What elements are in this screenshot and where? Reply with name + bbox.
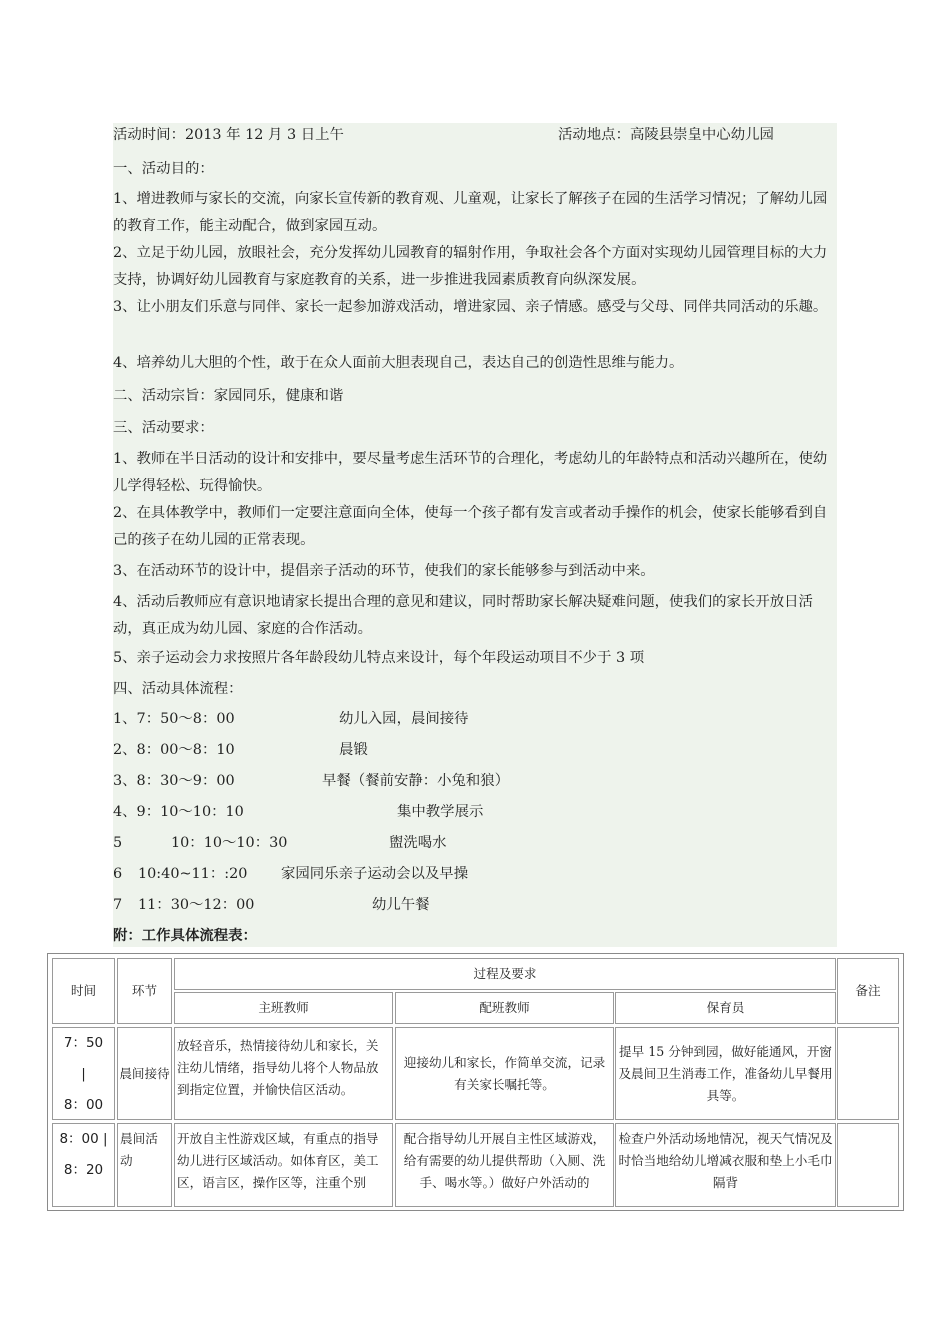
row-assist-teacher: 迎接幼儿和家长，作简单交流，记录有关家长嘱托等。	[403, 1054, 606, 1092]
activity-place: 活动地点：高陵县崇皇中心幼儿园	[558, 127, 774, 143]
workflow-table	[47, 953, 904, 1211]
time-start: 7：50	[63, 1035, 104, 1051]
flow-number: 5	[113, 835, 123, 851]
row-note	[837, 1027, 899, 1120]
header-assist-teacher: 配班教师	[395, 992, 614, 1024]
header-time: 时间	[52, 958, 115, 1024]
row-assist-teacher: 配合指导幼儿开展自主性区域游戏，给有需要的幼儿提供帮助（入厕、洗手、喝水等。）做好户外活动的	[395, 1123, 614, 1207]
activity-time: 活动时间：2013 年 12 月 3 日上午	[113, 127, 344, 143]
requirement-item-5: 5、亲子运动会力求按照片各年龄段幼儿特点来设计，每个年段运动项目不少于 3 项	[113, 650, 645, 666]
row-time	[52, 1123, 115, 1207]
time-separator: |	[81, 1066, 86, 1082]
header-process: 过程及要求	[174, 958, 836, 990]
flow-time: 1、7：50～8：00	[113, 711, 235, 727]
flow-time: 10：10～10：30	[171, 835, 288, 851]
flow-number: 6	[113, 866, 123, 882]
flow-activity: 家园同乐亲子运动会以及早操	[281, 866, 469, 882]
time-end: 8：00	[63, 1097, 104, 1113]
row-nurse: 提早 15 分钟到园，做好能通风，开窗及晨间卫生消毒工作，准备幼儿早餐用具等。	[618, 1043, 833, 1103]
flow-activity: 幼儿午餐	[372, 897, 430, 913]
row-note	[837, 1123, 899, 1207]
flow-time: 3、8：30～9：00	[113, 773, 235, 789]
flow-activity: 盥洗喝水	[389, 835, 447, 851]
purpose-item-4: 4、培养幼儿大胆的个性，敢于在众人面前大胆表现自己，表达自己的创造性思维与能力。	[113, 355, 684, 371]
requirement-item-1: 1、教师在半日活动的设计和安排中，要尽量考虑生活环节的合理化，考虑幼儿的年龄特点和活动兴趣所在，使幼儿学得轻松、玩得愉快。	[113, 451, 828, 494]
row-main-teacher: 放轻音乐，热情接待幼儿和家长，关注幼儿情绪，指导幼儿将个人物品放到指定位置，并愉快信区活动。	[174, 1027, 393, 1120]
header-main-teacher: 主班教师	[174, 992, 393, 1024]
row-time	[52, 1027, 115, 1120]
row-nurse-cell	[615, 1027, 836, 1120]
flow-time: 2、8：00～8：10	[113, 742, 235, 758]
row-stage: 晨间接待	[117, 1027, 172, 1120]
purpose-item-2: 2、立足于幼儿园，放眼社会，充分发挥幼儿园教育的辐射作用，争取社会各个方面对实现幼儿园管理目标的大力支持，协调好幼儿园教育与家庭教育的关系，进一步推进我园素质教育向纵深发展。	[113, 245, 828, 288]
flow-time: 10:40~11：:20	[138, 866, 248, 882]
purpose-item-1: 1、增进教师与家长的交流，向家长宣传新的教育观、儿童观，让家长了解孩子在园的生活学习情况；了解幼儿园的教育工作，能主动配合，做到家园互动。	[113, 191, 828, 234]
row-main-teacher: 开放自主性游戏区域，有重点的指导幼儿进行区域活动。如体育区，美工区，语言区，操作区等，注重个别	[174, 1123, 393, 1207]
header-stage: 环节	[117, 958, 172, 1024]
flow-time: 4、9：10～10：10	[113, 804, 244, 820]
row-nurse: 检查户外活动场地情况，视天气情况及时恰当地给幼儿增减衣服和垫上小毛巾隔背	[615, 1123, 836, 1207]
requirement-item-4: 4、活动后教师应有意识地请家长提出合理的意见和建议，同时帮助家长解决疑难问题，使我们的家长开放日活动，真正成为幼儿园、家庭的合作活动。	[113, 594, 813, 637]
activity-theme: 二、活动宗旨：家园同乐，健康和谐	[113, 388, 344, 404]
requirement-item-3: 3、在活动环节的设计中，提倡亲子活动的环节，使我们的家长能够参与到活动中来。	[113, 563, 655, 579]
appendix-title: 附：工作具体流程表：	[113, 927, 257, 944]
time-end: 8：20	[63, 1162, 104, 1178]
time-start: 8：00 |	[59, 1131, 108, 1147]
purpose-item-3: 3、让小朋友们乐意与同伴、家长一起参加游戏活动，增进家园、亲子情感。感受与父母、同伴共同活动的乐趣。	[113, 299, 828, 315]
row-assist-teacher-cell	[395, 1027, 614, 1120]
row-stage: 晨间活动	[117, 1123, 172, 1207]
requirement-item-2: 2、在具体教学中，教师们一定要注意面向全体，使每一个孩子都有发言或者动手操作的机会，使家长能够看到自己的孩子在幼儿园的正常表现。	[113, 505, 828, 548]
flow-activity: 集中教学展示	[397, 804, 484, 820]
flow-activity: 幼儿入园，晨间接待	[339, 711, 469, 727]
flow-time: 11：30～12：00	[138, 897, 255, 913]
flow-activity: 晨锻	[339, 742, 368, 758]
flow-number: 7	[113, 897, 123, 913]
purpose-title: 一、活动目的：	[113, 161, 214, 177]
header-note: 备注	[837, 958, 899, 1024]
document-body	[113, 123, 837, 947]
flow-activity: 早餐（餐前安静：小兔和狼）	[322, 773, 510, 789]
flow-title: 四、活动具体流程：	[113, 681, 243, 697]
requirements-title: 三、活动要求：	[113, 420, 214, 436]
header-nurse: 保育员	[615, 992, 836, 1024]
